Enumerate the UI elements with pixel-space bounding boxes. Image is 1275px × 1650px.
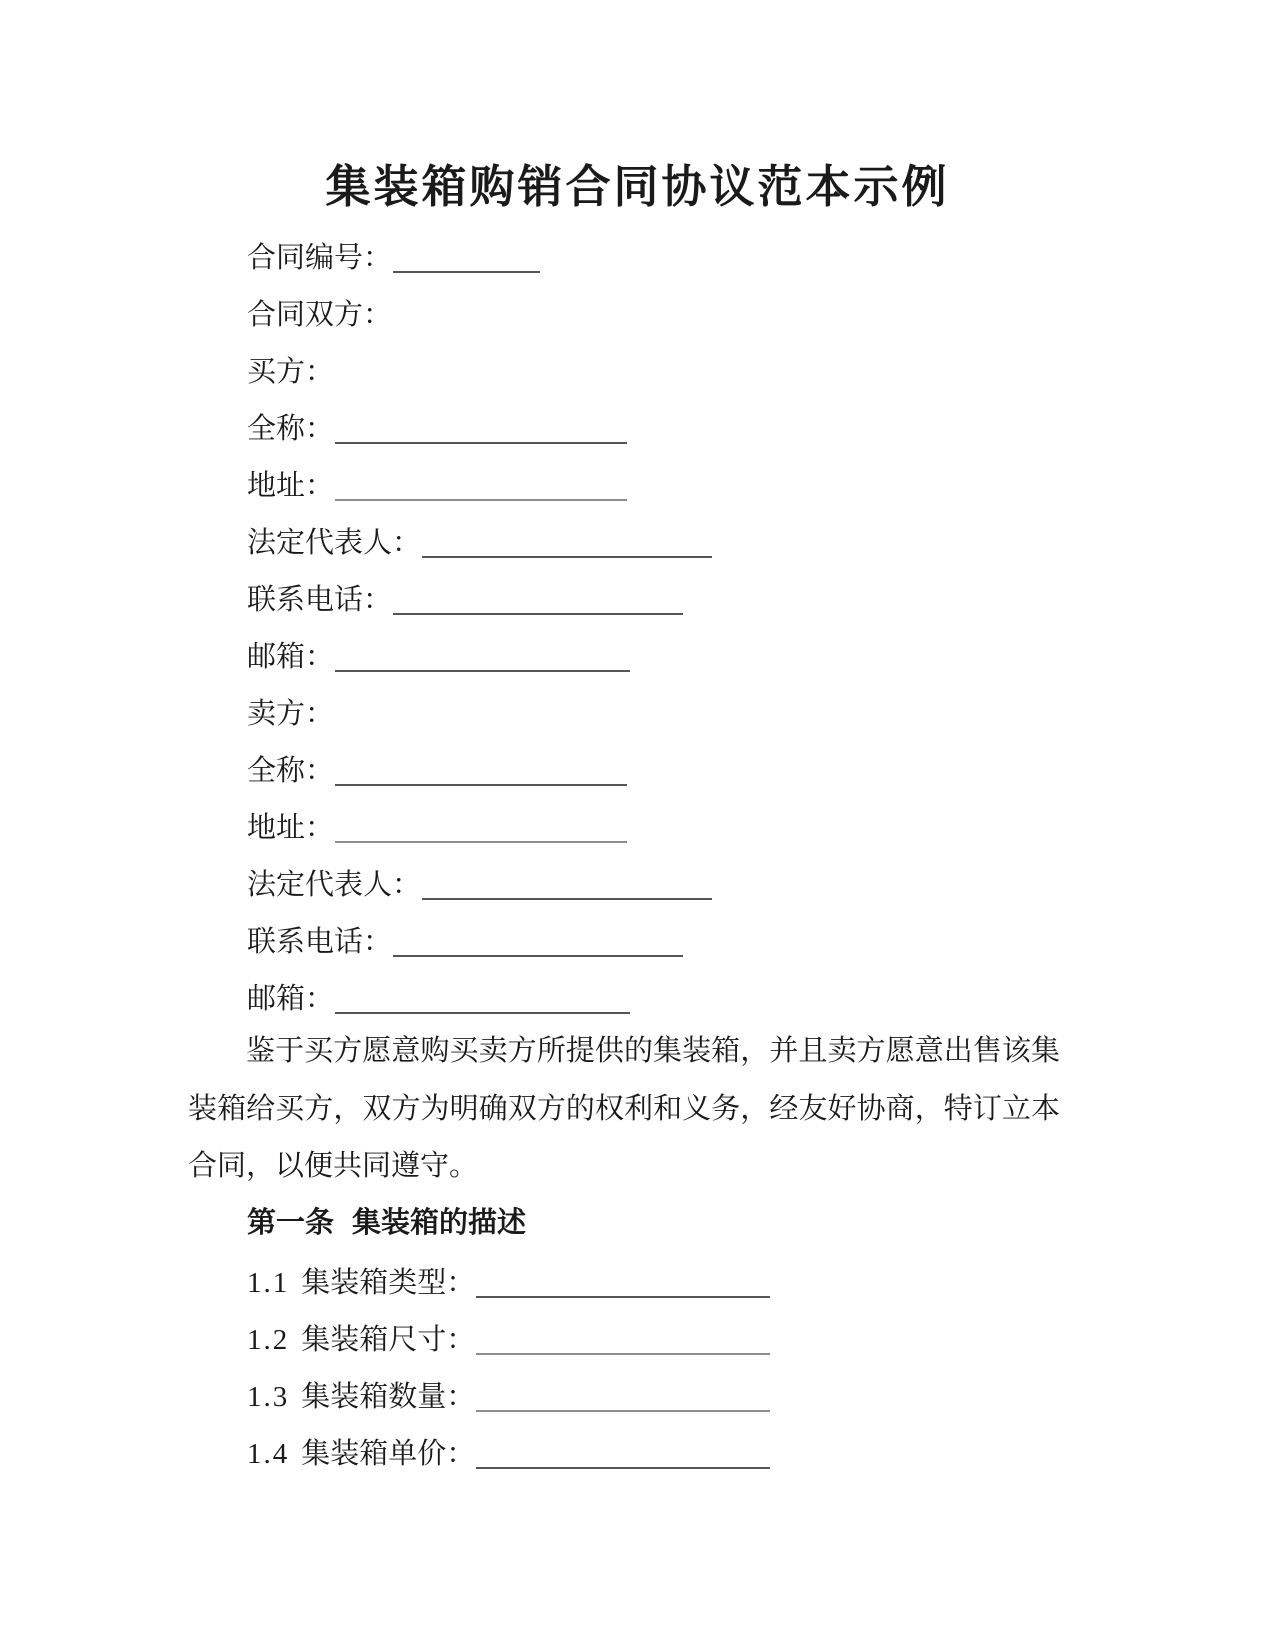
item-number: 1.3 xyxy=(247,1381,290,1413)
item-label: 集装箱类型： xyxy=(301,1267,476,1299)
field-row-seller-email xyxy=(247,982,630,1016)
item-label: 集装箱尺寸： xyxy=(301,1324,476,1356)
blank-underline xyxy=(335,442,627,444)
blank-underline xyxy=(335,784,627,786)
field-row-buyer-address xyxy=(247,469,627,503)
field-label: 地址： xyxy=(247,470,335,502)
field-row-buyer-legal-rep xyxy=(247,526,712,560)
field-label: 法定代表人： xyxy=(247,869,422,901)
field-label: 联系电话： xyxy=(247,584,393,616)
field-label: 地址： xyxy=(247,812,335,844)
field-row-buyer-phone xyxy=(247,583,683,617)
field-label: 买方： xyxy=(247,356,335,388)
field-row-seller-address xyxy=(247,811,627,845)
item-row-container-type xyxy=(247,1266,770,1300)
item-label: 集装箱单价： xyxy=(301,1438,476,1470)
item-row-container-unit-price xyxy=(247,1437,770,1471)
item-number: 1.2 xyxy=(247,1324,290,1356)
blank-underline xyxy=(393,271,540,273)
item-number: 1.4 xyxy=(247,1438,290,1470)
field-label: 邮箱： xyxy=(247,641,335,673)
field-row-seller-phone xyxy=(247,925,683,959)
blank-underline xyxy=(335,1012,630,1014)
field-label: 合同双方： xyxy=(247,299,393,331)
blank-underline xyxy=(393,955,683,957)
field-row-seller-fullname xyxy=(247,754,627,788)
field-label: 全称： xyxy=(247,755,335,787)
field-label: 联系电话： xyxy=(247,926,393,958)
blank-underline xyxy=(422,898,712,900)
blank-underline xyxy=(393,613,683,615)
field-row-buyer-fullname xyxy=(247,412,627,446)
blank-underline xyxy=(422,556,712,558)
field-label: 全称： xyxy=(247,413,335,445)
item-number: 1.1 xyxy=(247,1267,290,1299)
section-1-heading xyxy=(247,1206,526,1240)
field-label: 合同编号： xyxy=(247,242,393,274)
field-row-buyer xyxy=(247,355,334,389)
field-label: 邮箱： xyxy=(247,983,335,1015)
section-title: 集装箱的描述 xyxy=(352,1207,527,1239)
field-row-seller-legal-rep xyxy=(247,868,712,902)
blank-underline xyxy=(476,1296,770,1298)
blank-underline xyxy=(335,670,630,672)
field-label: 卖方： xyxy=(247,698,335,730)
document-title: 集装箱购销合同协议范本示例 xyxy=(325,162,950,212)
blank-underline xyxy=(476,1410,770,1412)
field-row-contract-number xyxy=(247,241,540,275)
field-label: 法定代表人： xyxy=(247,527,422,559)
field-row-buyer-email xyxy=(247,640,630,674)
field-row-contract-parties xyxy=(247,298,392,332)
preamble-paragraph: 鉴于买方愿意购买卖方所提供的集装箱，并且卖方愿意出售该集装箱给买方，双方为明确双方的权利和义务，经友好协商，特订立本合同，以便共同遵守。 xyxy=(188,1035,1060,1182)
item-label: 集装箱数量： xyxy=(301,1381,476,1413)
field-row-seller xyxy=(247,697,334,731)
section-number: 第一条 xyxy=(247,1207,335,1239)
item-row-container-quantity xyxy=(247,1380,770,1414)
blank-underline xyxy=(335,499,627,501)
blank-underline xyxy=(476,1467,770,1469)
blank-underline xyxy=(476,1353,770,1355)
item-row-container-size xyxy=(247,1323,770,1357)
blank-underline xyxy=(335,841,627,843)
